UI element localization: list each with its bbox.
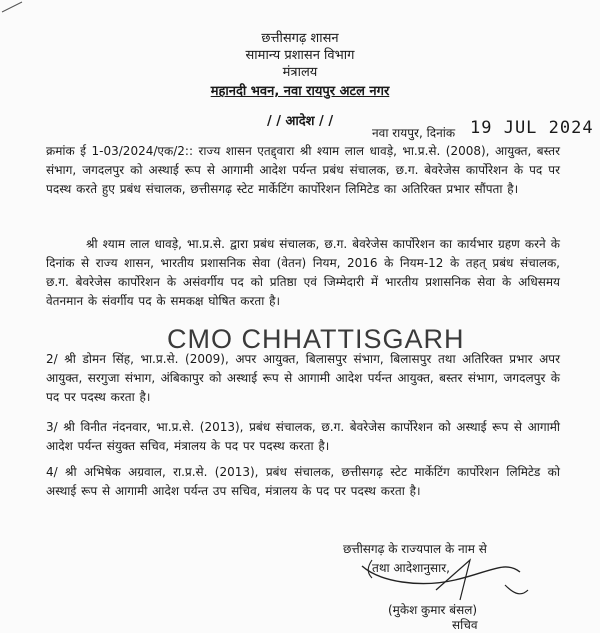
paragraph-2: 2/ श्री डोमन सिंह, भा.प्र.से. (2009), अपर आयुक्त, बिलासपुर संभाग, बिलासपुर तथा अतिरिक्त प्रभार अपर आयुक्त, सरगुजा संभाग, अंबिकापुर को अस्थाई रूप से आगामी आदेश पर्यन्त आयुक्त, बस्तर संभाग, जगदलपुर के पद पर पदस्थ करता है। (46, 352, 560, 404)
order-title: / / आदेश / / (266, 114, 334, 129)
paragraph-1: क्रमांक ई 1-03/2024/एक/2:: राज्य शासन एतद्द्वारा श्री श्याम लाल धावड़े, भा.प्र.से. (2008), आयुक्त, बस्तर संभाग, जगदलपुर को अस्थाई रूप से आगामी आदेश पर्यन्त प्रबंध संचालक, छ.ग. बेवरेजेस कार्पोरेशन के पद पर पदस्थ करते हुए प्रबंध संचालक, छत्तीसगढ़ स्टेट मार्केटिंग कार्पोरेशन लिमिटेड का अतिरिक्त प्रभार सौंपता है। (46, 144, 560, 196)
signature-line-2: तथा आदेशानुसार, (372, 561, 450, 575)
header-address: महानदी भवन, नवा रायपुर अटल नगर (210, 84, 390, 99)
signatory-name: (मुकेश कुमार बंसल) (388, 603, 478, 617)
watermark: CMO CHHATTISGARH (167, 324, 465, 354)
header-government: छत्तीसगढ़ शासन (261, 31, 339, 46)
signature-line-1: छत्तीसगढ़ के राज्यपाल के नाम से (343, 542, 487, 556)
paragraph-4: 4/ श्री अभिषेक अग्रवाल, रा.प्र.से. (2013), प्रबंध संचालक, छत्तीसगढ़ स्टेट मार्केटिंग कार्पोरेशन लिमिटेड को अस्थाई रूप से आगामी आदेश पर्यन्त उप सचिव, मंत्रालय के पद पर पदस्थ करता है। (46, 465, 560, 498)
header-ministry: मंत्रालय (282, 65, 318, 80)
date-stamp: 19 JUL 2024 (470, 118, 594, 138)
paragraph-3: 3/ श्री विनीत नंदनवार, भा.प्र.से. (2013), प्रबंध संचालक, छ.ग. बेवरेजेस कार्पोरेशन को अस्थाई रूप से आगामी आदेश पर्यन्त संयुक्त सचिव, मंत्रालय के पद पर पदस्थ करता है। (46, 420, 560, 453)
signatory-designation: सचिव (452, 618, 478, 632)
place-date-label: नवा रायपुर, दिनांक (372, 126, 456, 140)
paragraph-1-continued: श्री श्याम लाल धावड़े, भा.प्र.से. द्वारा प्रबंध संचालक, छ.ग. बेवरेजेस कार्पोरेशन का कार्यभार ग्रहण करने के दिनांक से राज्य शासन, भारतीय प्रशासनिक सेवा (वेतन) नियम, 2016 के नियम-12 के तहत् प्रबंध संचालक, छ.ग. बेवरेजेस कार्पोरेशन के असंवर्गीय पद को प्रतिष्ठा एवं जिम्मेदारी में भारतीय प्रशासनिक सेवा के अधिसमय वेतनमान के संवर्गीय पद के समकक्ष घोषित करता है। (46, 237, 560, 308)
header-department: सामान्य प्रशासन विभाग (245, 48, 355, 63)
